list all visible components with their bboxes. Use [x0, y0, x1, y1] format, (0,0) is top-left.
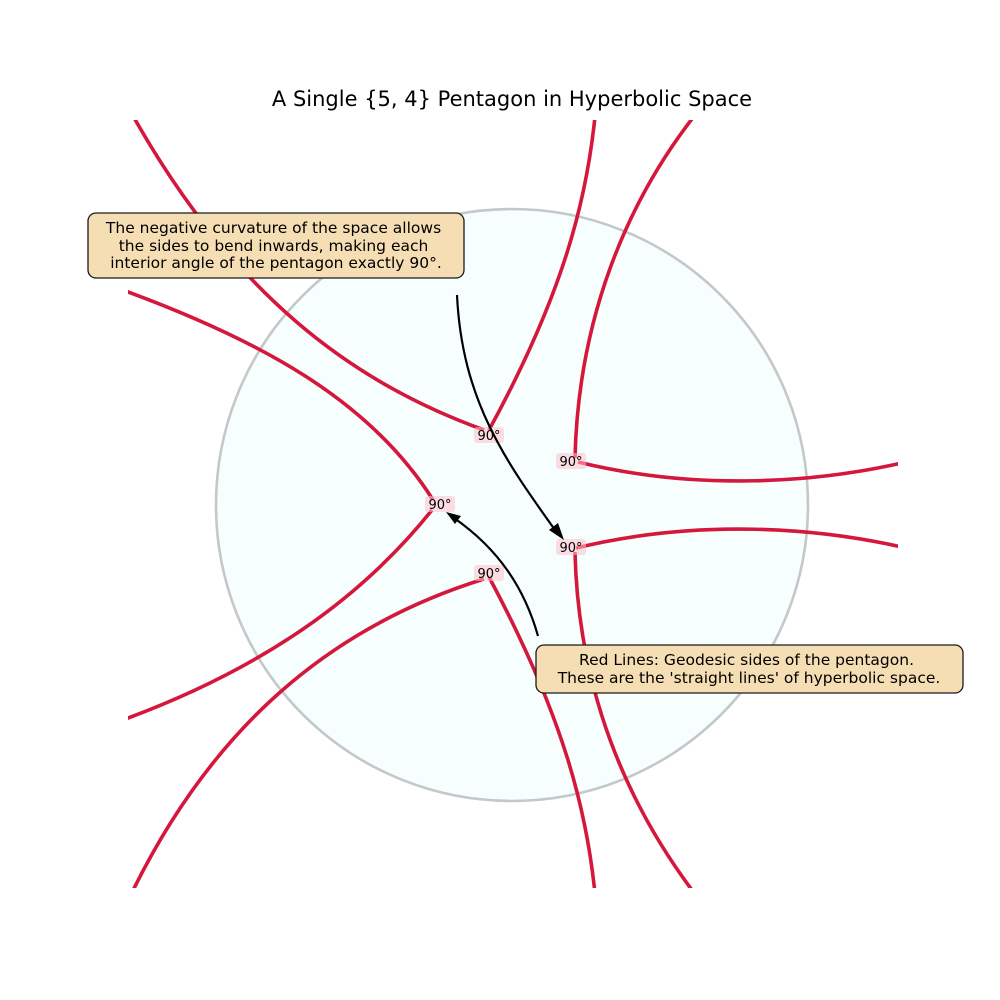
geodesic-note-line: These are the 'straight lines' of hyperbolic space.: [557, 669, 941, 687]
vertex-top: [474, 427, 504, 444]
vertex-angle-label: 90°: [428, 498, 452, 513]
curvature-note-text: [105, 219, 446, 272]
poincare-disk: [216, 209, 808, 801]
geodesic-note-line: Red Lines: Geodesic sides of the pentagon.: [579, 651, 915, 669]
curvature-note-line: The negative curvature of the space allows: [105, 219, 442, 237]
vertex-angle-label: 90°: [477, 429, 501, 444]
vertex-left: [425, 496, 455, 513]
geodesic-note-text: [557, 651, 941, 687]
vertex-right-upper: [556, 453, 586, 470]
vertex-right-lower: [556, 539, 586, 556]
vertex-angle-label: 90°: [559, 541, 583, 556]
vertex-angle-label: 90°: [477, 567, 501, 582]
diagram-title: A Single {5, 4} Pentagon in Hyperbolic Space: [271, 87, 753, 111]
vertex-angle-label: 90°: [559, 455, 583, 470]
curvature-note-line: interior angle of the pentagon exactly 90°.: [110, 254, 442, 272]
curvature-note-line: the sides to bend inwards, making each: [118, 237, 429, 255]
vertex-bottom: [474, 565, 504, 582]
